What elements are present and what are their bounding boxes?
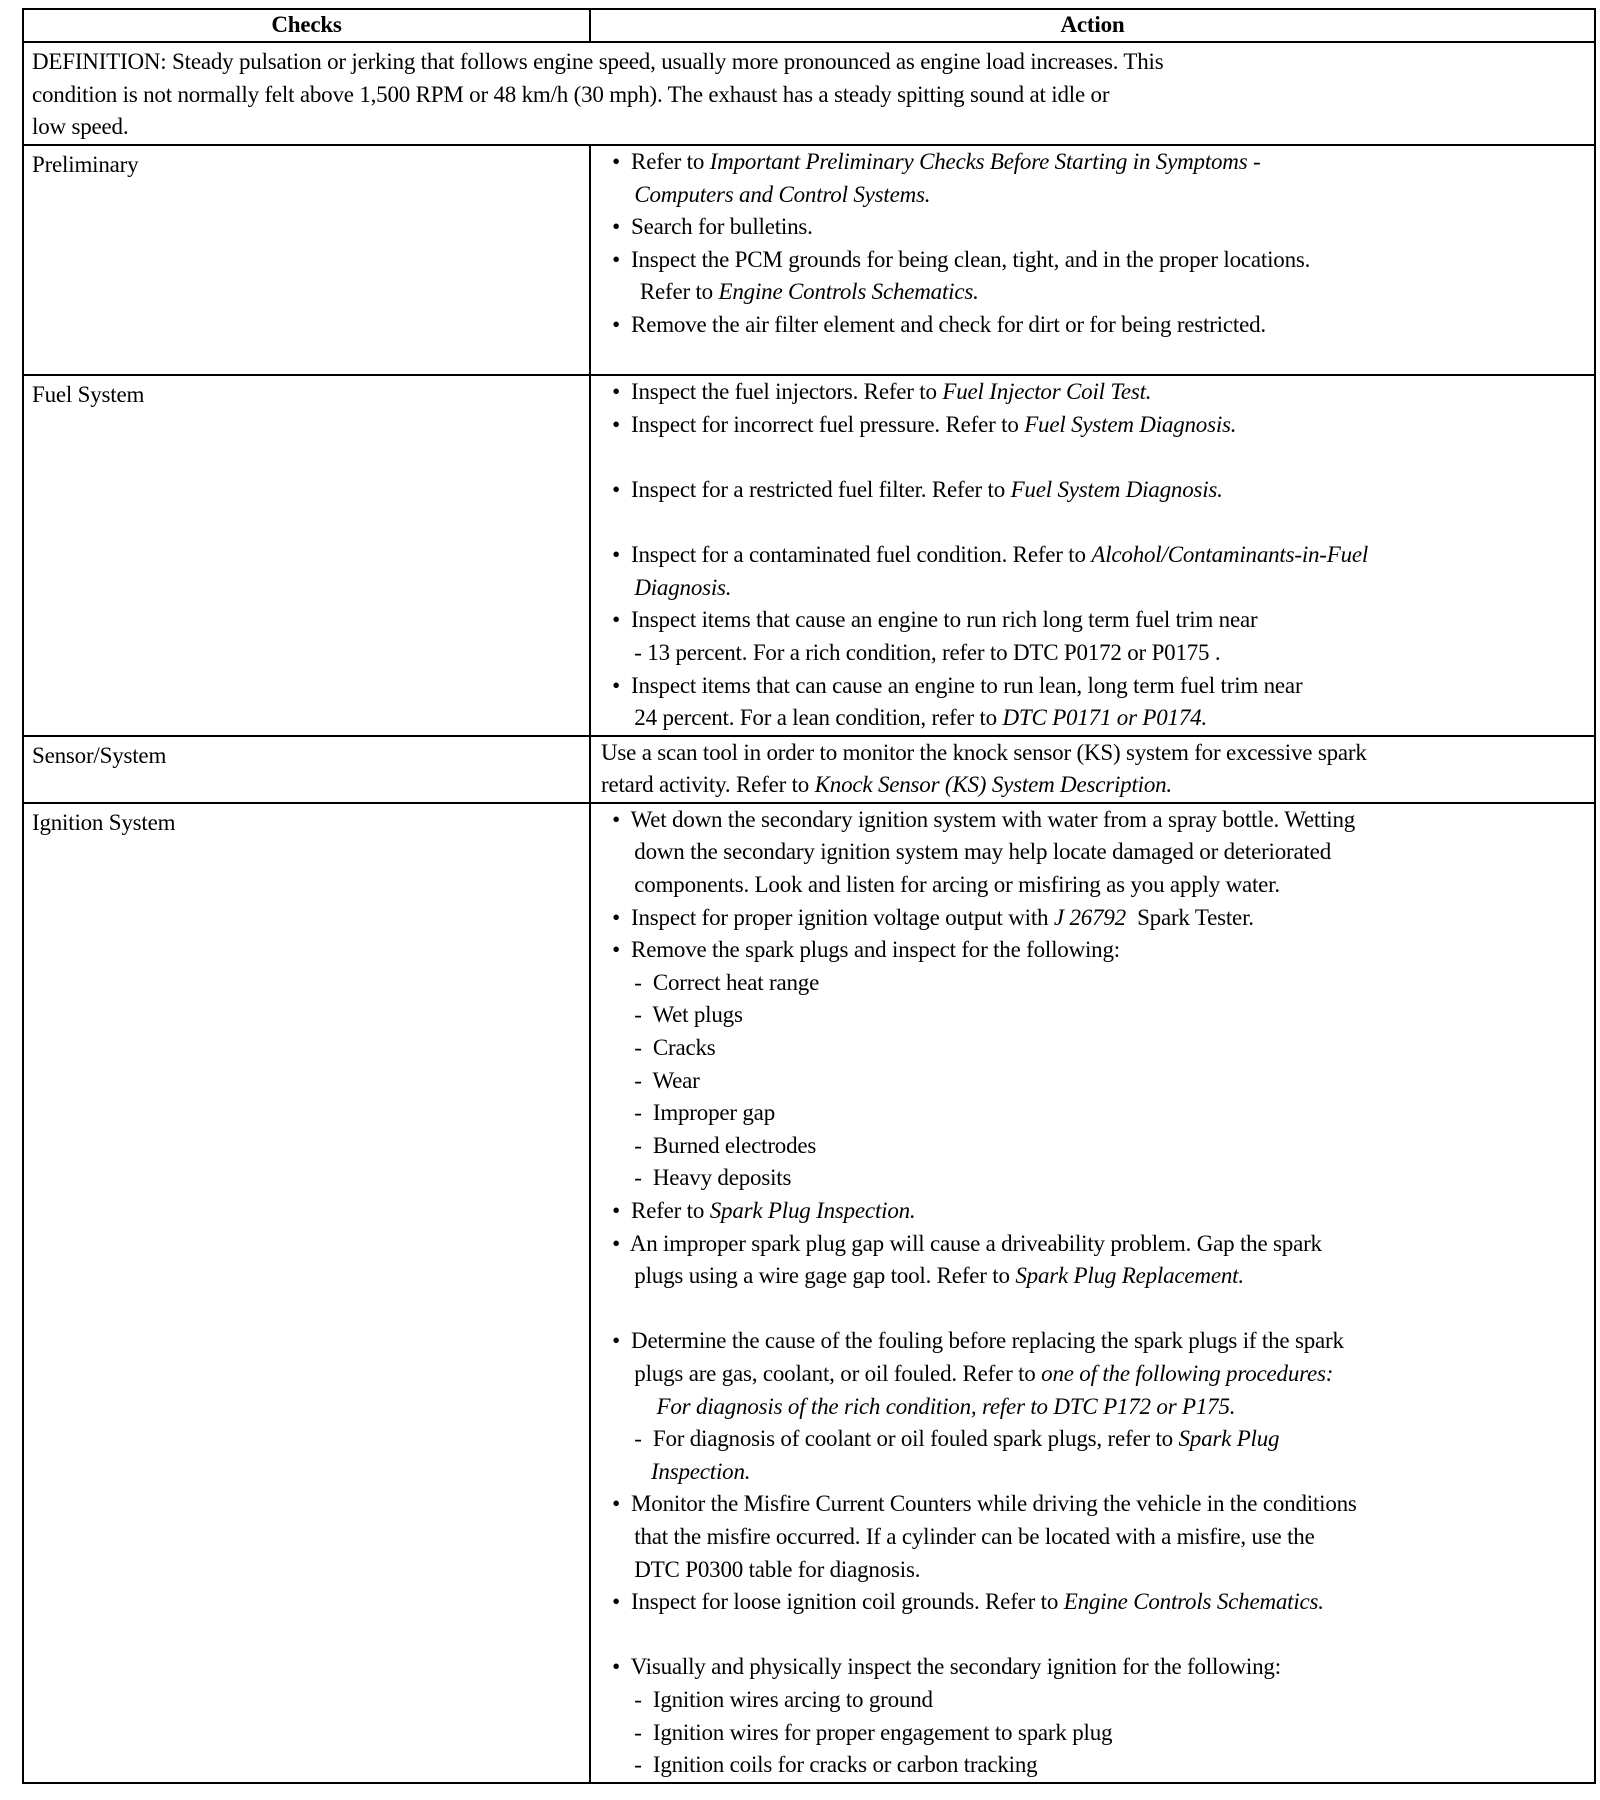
reference-link-text: Important Preliminary Checks Before Starting in Symptoms [709, 149, 1248, 174]
action-line [601, 309, 1594, 342]
action-text: • Inspect for a restricted fuel filter. Refer to [601, 476, 1011, 502]
action-text: • Inspect for incorrect fuel pressure. Refer to [601, 411, 1025, 437]
action-text: • Inspect for a contaminated fuel condition. Refer to [601, 542, 1092, 568]
action-text: - 13 percent. For a rich condition, refer to DTC P0172 or P0175 . [601, 639, 1221, 665]
definition-line: DEFINITION: Steady pulsation or jerking that follows engine speed, usually more pronounced as engine load increases. This [32, 49, 1164, 74]
reference-link-text: J 26792 [1053, 904, 1126, 930]
action-text: - [1247, 149, 1261, 174]
action-line [601, 409, 1594, 442]
row-fuel-system [23, 375, 1595, 736]
action-line [601, 902, 1594, 935]
action-line [601, 737, 1594, 770]
blank-line [601, 1293, 1594, 1326]
reference-link-text: For diagnosis of the rich condition, refer to DTC P172 or P175. [656, 1393, 1236, 1419]
reference-link-text: Engine Controls Schematics. [1063, 1589, 1324, 1615]
action-text: 24 percent. For a lean condition, refer to [601, 705, 1003, 731]
reference-link-text: Inspection. [650, 1458, 751, 1484]
check-cell: Fuel System [23, 375, 590, 736]
action-line [601, 474, 1594, 507]
action-line [601, 1391, 1594, 1424]
action-line [601, 1130, 1594, 1163]
action-line [601, 1423, 1594, 1456]
action-text: Spark Tester. [1125, 904, 1254, 930]
blank-line [601, 342, 1594, 375]
action-text: • Inspect for loose ignition coil grounds. Refer to [601, 1589, 1064, 1615]
action-line [601, 1195, 1594, 1228]
action-text: - Correct heat range [601, 969, 820, 995]
blank-line [601, 1619, 1594, 1652]
action-line [601, 1684, 1594, 1717]
check-cell: Sensor/System [23, 736, 590, 803]
action-text [601, 182, 634, 207]
action-text: - Ignition wires arcing to ground [601, 1686, 933, 1712]
action-line [601, 1260, 1594, 1293]
action-text: - Ignition wires for proper engagement to spark plug [601, 1719, 1113, 1745]
check-cell: Ignition System [23, 803, 590, 1783]
action-line [601, 804, 1594, 837]
action-text: plugs using a wire gage gap tool. Refer to [601, 1263, 1016, 1289]
reference-link-text: Spark Plug Inspection. [709, 1198, 916, 1223]
action-text: • Inspect items that can cause an engine to run lean, long term fuel trim near [601, 672, 1303, 698]
action-text: • An improper spark plug gap will cause a driveability problem. Gap the spark [601, 1230, 1322, 1256]
action-text: • Monitor the Misfire Current Counters while driving the vehicle in the conditions [601, 1491, 1357, 1517]
reference-link-text: Fuel System Diagnosis. [1024, 411, 1237, 437]
action-text [601, 1394, 657, 1419]
action-text: - Wear [601, 1067, 700, 1093]
action-cell [590, 803, 1595, 1783]
action-text: - Improper gap [601, 1100, 775, 1126]
action-line [601, 1456, 1594, 1489]
action-line [601, 539, 1594, 572]
action-line [601, 1749, 1594, 1782]
action-line [601, 999, 1594, 1032]
reference-link-text: Fuel System Diagnosis. [1010, 476, 1223, 502]
action-text: • Inspect for proper ignition voltage output with [601, 904, 1054, 930]
header-row [23, 9, 1595, 42]
reference-link-text: Engine Controls Schematics. [718, 279, 979, 305]
action-text: - Wet plugs [601, 1002, 743, 1028]
action-text: • Remove the spark plugs and inspect for the following: [601, 937, 1120, 963]
action-line [601, 1097, 1594, 1130]
action-text: • Inspect the PCM grounds for being clean, tight, and in the proper locations. [601, 246, 1311, 272]
reference-link-text: Knock Sensor (KS) System Description. [814, 772, 1172, 798]
action-cell [590, 145, 1595, 375]
action-line [601, 1162, 1594, 1195]
action-line [601, 376, 1594, 409]
action-line [601, 1488, 1594, 1521]
action-cell [590, 736, 1595, 803]
row-preliminary [23, 145, 1595, 375]
action-line [601, 146, 1594, 179]
action-line [601, 1325, 1594, 1358]
action-text: • Refer to [601, 1198, 710, 1223]
action-text: Refer to [601, 279, 719, 305]
action-text: components. Look and listen for arcing or misfiring as you apply water. [601, 872, 1280, 898]
action-header: Action [590, 9, 1595, 42]
action-text: • Inspect items that cause an engine to run rich long term fuel trim near [601, 607, 1258, 633]
action-text: • Wet down the secondary ignition system with water from a spray bottle. Wetting [601, 806, 1356, 832]
action-line [601, 769, 1594, 802]
action-text: • Search for bulletins. [601, 214, 813, 240]
checks-header: Checks [23, 9, 590, 42]
action-line [601, 179, 1594, 212]
action-text: DTC P0300 table for diagnosis. [601, 1556, 921, 1582]
action-line [601, 211, 1594, 244]
action-line [601, 1586, 1594, 1619]
definition-line: condition is not normally felt above 1,500 RPM or 48 km/h (30 mph). The exhaust has a steady spitting sound at idle or [32, 81, 1110, 107]
action-text: • Inspect the fuel injectors. Refer to [601, 379, 943, 405]
action-line [601, 604, 1594, 637]
diagnostic-document [22, 8, 1594, 1784]
row-sensor-system [23, 736, 1595, 803]
reference-link-text: Spark Plug Replacement. [1015, 1263, 1244, 1289]
action-text [601, 575, 634, 600]
action-text: • Determine the cause of the fouling before replacing the spark plugs if the spark [601, 1328, 1344, 1354]
reference-link-text: Fuel Injector Coil Test. [942, 379, 1152, 405]
definition-line: low speed. [32, 114, 129, 140]
symptom-table [22, 8, 1596, 1784]
reference-link-text: Alcohol/Contaminants-in-Fuel [1091, 542, 1369, 568]
definition-row [23, 42, 1595, 145]
action-text: retard activity. Refer to [601, 772, 815, 798]
action-line [601, 1717, 1594, 1750]
action-line [601, 1521, 1594, 1554]
action-line [601, 1358, 1594, 1391]
action-text [601, 1459, 651, 1484]
action-line [601, 967, 1594, 1000]
action-line [601, 1032, 1594, 1065]
action-line [601, 1651, 1594, 1684]
definition-cell [23, 42, 1595, 145]
action-text: - Cracks [601, 1035, 716, 1061]
action-line [601, 637, 1594, 670]
action-line [601, 1228, 1594, 1261]
action-text: - Burned electrodes [601, 1132, 817, 1158]
action-text: • Refer to [601, 149, 710, 174]
action-line [601, 670, 1594, 703]
action-text: - Ignition coils for cracks or carbon tracking [601, 1752, 1038, 1778]
action-line [601, 836, 1594, 869]
action-text: down the secondary ignition system may help locate damaged or deteriorated [601, 839, 1331, 865]
reference-link-text: Computers and Control Systems. [634, 181, 931, 207]
action-line [601, 702, 1594, 735]
action-line [601, 572, 1594, 605]
reference-link-text: DTC P0171 or P0174. [1002, 705, 1208, 731]
check-cell: Preliminary [23, 145, 590, 375]
action-text: • Remove the air filter element and check for dirt or for being restricted. [601, 311, 1266, 337]
action-line [601, 934, 1594, 967]
action-text: - For diagnosis of coolant or oil fouled spark plugs, refer to [601, 1426, 1179, 1452]
action-line [601, 1554, 1594, 1587]
action-line [601, 869, 1594, 902]
reference-link-text: Spark Plug [1178, 1426, 1280, 1452]
action-text: Use a scan tool in order to monitor the knock sensor (KS) system for excessive spark [601, 739, 1367, 765]
blank-line [601, 507, 1594, 540]
action-line [601, 244, 1594, 277]
action-line [601, 276, 1594, 309]
blank-line [601, 441, 1594, 474]
action-text: • Visually and physically inspect the secondary ignition for the following: [601, 1654, 1281, 1680]
action-cell [590, 375, 1595, 736]
action-text: that the misfire occurred. If a cylinder can be located with a misfire, use the [601, 1523, 1315, 1549]
action-text: plugs are gas, coolant, or oil fouled. Refer to [601, 1360, 1042, 1386]
action-line [601, 1065, 1594, 1098]
reference-link-text: one of the following procedures: [1041, 1360, 1334, 1386]
reference-link-text: Diagnosis. [634, 574, 732, 600]
action-text: - Heavy deposits [601, 1165, 792, 1191]
row-ignition-system [23, 803, 1595, 1783]
